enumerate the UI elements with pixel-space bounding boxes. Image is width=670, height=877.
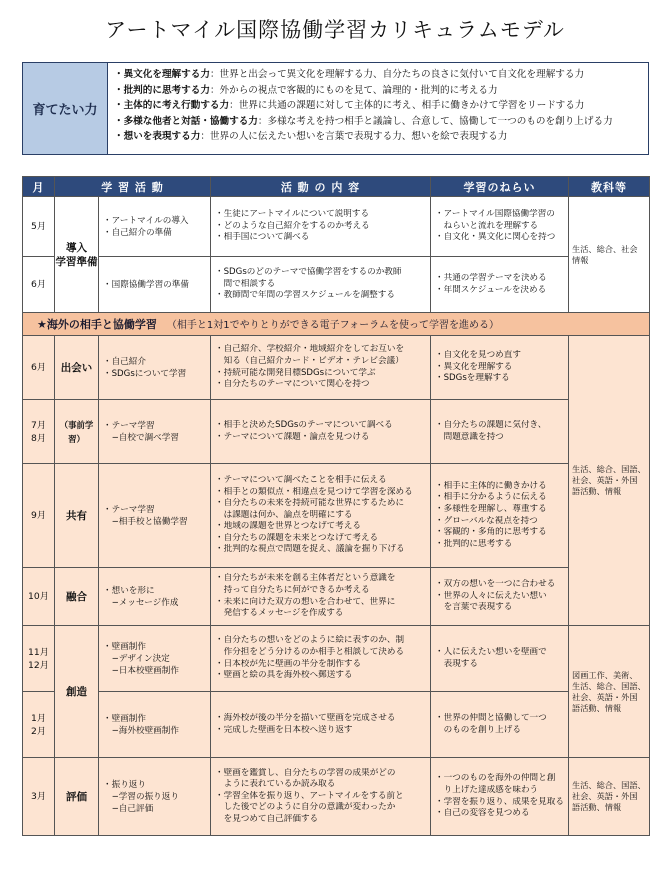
aim-cell	[431, 568, 569, 626]
goal-label: ・想いを表現する力	[114, 131, 201, 143]
activity-cell	[99, 758, 211, 836]
phase-cell: 創造	[55, 626, 99, 758]
content-line: ・壁画と絵の具を海外校へ郵送する	[215, 670, 353, 681]
goals-list	[108, 63, 648, 154]
content-line: ・相手国について調べる	[215, 232, 310, 243]
content-line: ・完成した壁画を日本校へ送り返す	[215, 724, 353, 735]
content-line: ・地域の課題を世界とつなげて考える	[215, 521, 361, 532]
activity-line: ・SDGsについて学習	[103, 368, 187, 379]
activity-cell	[99, 197, 211, 257]
aim-line: を言葉で表現する	[435, 602, 513, 613]
activity-line: ・自己紹介	[103, 356, 146, 367]
content-line: ・持続可能な開発目標SDGsについて学ぶ	[215, 367, 376, 378]
activity-line: −日本校壁画制作	[103, 665, 179, 676]
aim-line: ・共通の学習テーマを決める	[435, 272, 547, 283]
month-cell: 6月	[23, 257, 55, 313]
aim-line: 表現する	[435, 658, 478, 669]
table-header-row	[23, 177, 650, 197]
activity-cell	[99, 464, 211, 568]
month-cell: 10月	[23, 568, 55, 626]
table-row	[23, 464, 650, 568]
aim-line: ・異文化を理解する	[435, 361, 513, 372]
content-cell	[211, 400, 431, 464]
header-subject: 教科等	[569, 177, 650, 197]
activity-cell	[99, 568, 211, 626]
section-title: ★海外の相手と協働学習	[37, 318, 157, 331]
aim-line: ・客観的・多角的に思考する	[435, 527, 547, 538]
activity-cell	[99, 257, 211, 313]
header-aim: 学習のねらい	[431, 177, 569, 197]
aim-cell	[431, 758, 569, 836]
month-cell: 3月	[23, 758, 55, 836]
curriculum-table	[22, 176, 650, 836]
content-line: ・テーマについて調べたことを相手に伝える	[215, 474, 387, 485]
activity-line: −相手校と協働学習	[103, 516, 188, 527]
content-line: ・自分たちの課題を未来とつなげて考える	[215, 532, 379, 543]
table-row	[23, 400, 650, 464]
activity-line: −自己評価	[103, 803, 154, 814]
aim-line: ・自分たちの課題に気付き、	[435, 419, 547, 430]
content-cell	[211, 464, 431, 568]
content-line: ように表れているか読み取る	[215, 779, 336, 790]
aim-line: ・自文化・異文化に関心を持つ	[435, 232, 556, 243]
aim-line: ・学習を振り返り、成果を見取る	[435, 796, 564, 807]
aim-cell	[431, 464, 569, 568]
content-line: ・自分たちの想いをどのように絵に表すのか、制	[215, 635, 405, 646]
content-line: は課題は何か、論点を明確にする	[215, 509, 353, 520]
goal-text: ：世界の人に伝えたい想いを言葉で表現する力、想いを絵で表現する力	[200, 131, 508, 143]
subject-cell: 図画工作、美術、 生活、総合、国語、 社会、英語・外国 語活動、情報	[569, 626, 650, 758]
header-month: 月	[23, 177, 55, 197]
goals-heading: 育てたい力	[23, 63, 108, 154]
aim-line: ・相手に主体的に働きかける	[435, 480, 547, 491]
goal-text: ：世界に共通の課題に対して主体的に考え、相手に働きかけて学習をリードする力	[229, 100, 585, 112]
section-row	[23, 313, 650, 336]
goal-item	[114, 67, 642, 83]
table-row	[23, 336, 650, 400]
content-line: ・どのような自己紹介をするのか考える	[215, 220, 370, 231]
goals-box	[22, 62, 649, 155]
aim-line: ・相手に分かるように伝える	[435, 492, 547, 503]
month-cell: 1月 2月	[23, 692, 55, 758]
activity-cell	[99, 336, 211, 400]
activity-cell	[99, 400, 211, 464]
activity-line: ・国際協働学習の準備	[103, 279, 189, 290]
content-cell	[211, 336, 431, 400]
phase-cell: 共有	[55, 464, 99, 568]
aim-line: ・批判的に思考する	[435, 538, 513, 549]
phase-cell: 出会い	[55, 336, 99, 400]
table-row	[23, 626, 650, 692]
aim-line: り上げた達成感を味わう	[435, 784, 539, 795]
goal-label: ・批判的に思考する力	[114, 84, 210, 96]
aim-cell	[431, 626, 569, 692]
aim-line: ・アートマイル国際協働学習の	[435, 209, 555, 220]
activity-line: ・自己紹介の準備	[103, 227, 172, 238]
activity-line: ・アートマイルの導入	[103, 215, 189, 226]
phase-cell: 融合	[55, 568, 99, 626]
content-cell	[211, 626, 431, 692]
phase-cell: 評価	[55, 758, 99, 836]
activity-line: −海外校壁画制作	[103, 725, 179, 736]
subject-cell: 生活、総合、国語、 社会、英語・外国 語活動、情報	[569, 336, 650, 626]
header-activity: 学 習 活 動	[55, 177, 211, 197]
content-line: 発信するメッセージを作成する	[215, 608, 344, 619]
aim-line: ねらいと流れを理解する	[435, 220, 539, 231]
phase-cell: 導入 学習準備	[55, 197, 99, 313]
phase-cell: （事前学習）	[55, 400, 99, 464]
content-cell	[211, 257, 431, 313]
content-line: ・教師間で年間の学習スケジュールを調整する	[215, 290, 395, 301]
content-line: ・テーマについて課題・論点を見つける	[215, 431, 370, 442]
content-line: 間で相談する	[215, 278, 276, 289]
activity-line: −学習の振り返り	[103, 791, 179, 802]
aim-line: ・双方の想いを一つに合わせる	[435, 579, 556, 590]
subject-cell: 生活、総合、社会 情報	[569, 197, 650, 313]
table-row	[23, 758, 650, 836]
aim-line: ・年間スケジュールを決める	[435, 284, 547, 295]
goal-item	[114, 98, 642, 114]
aim-cell	[431, 336, 569, 400]
goal-item	[114, 114, 642, 130]
goal-label: ・多様な他者と対話・協働する力	[114, 115, 258, 127]
activity-line: −デザイン決定	[103, 653, 170, 664]
content-line: ・自分たちが未来を創る主体者だという意識を	[215, 573, 396, 584]
aim-line: ・世界の人々に伝えたい想い	[435, 590, 547, 601]
content-line: ・未来に向けた双方の想いを合わせて、世界に	[215, 596, 396, 607]
table-row	[23, 197, 650, 257]
aim-cell	[431, 197, 569, 257]
month-cell: 7月 8月	[23, 400, 55, 464]
activity-cell	[99, 626, 211, 692]
goal-text: ：多様な考えを持つ相手と議論し、合意して、協働して一つのものを創り上げる力	[257, 115, 613, 127]
content-line: した後でどのように自分の意識が変わったか	[215, 802, 396, 813]
month-cell: 9月	[23, 464, 55, 568]
section-note: （相手と1対1でやりとりができる電子フォーラムを使って学習を進める）	[166, 320, 499, 331]
activity-line: ・想いを形に	[103, 585, 155, 596]
table-row	[23, 568, 650, 626]
goal-label: ・主体的に考え行動する力	[114, 100, 230, 112]
content-line: ・自分たちのテーマについて関心を持つ	[215, 379, 370, 390]
month-cell: 6月	[23, 336, 55, 400]
aim-line: ・多様性を理解し、尊重する	[435, 503, 547, 514]
activity-line: ・テーマ学習	[103, 504, 155, 515]
content-line: を見つめて自己評価する	[215, 813, 319, 824]
aim-line: ・SDGsを理解する	[435, 373, 510, 384]
content-cell	[211, 692, 431, 758]
section-title-cell	[23, 313, 650, 336]
table-row	[23, 692, 650, 758]
activity-line: −メッセージ作成	[103, 597, 179, 608]
content-line: ・相手との類似点・相違点を見つけて学習を深める	[215, 486, 413, 497]
content-line: 作分担をどう分けるのか相手と相談して決める	[215, 646, 405, 657]
content-line: ・日本校が先に壁画の半分を制作する	[215, 658, 362, 669]
aim-cell	[431, 400, 569, 464]
goal-label: ・異文化を理解する力	[114, 69, 210, 80]
content-line: ・SDGsのどのテーマで協働学習をするのか教師	[215, 267, 402, 278]
content-line: ・自分たちの未来を持続可能な世界にするために	[215, 498, 405, 509]
month-cell: 5月	[23, 197, 55, 257]
aim-line: ・人に伝えたい想いを壁画で	[435, 646, 547, 657]
aim-line: のものを創り上げる	[435, 724, 521, 735]
aim-line: 問題意識を持つ	[435, 431, 504, 442]
content-cell	[211, 758, 431, 836]
content-cell	[211, 568, 431, 626]
goal-item	[114, 129, 642, 145]
content-line: ・学習全体を振り返り、アートマイルをする前と	[215, 790, 404, 801]
header-content: 活 動 の 内 容	[211, 177, 431, 197]
month-cell: 11月 12月	[23, 626, 55, 692]
aim-cell	[431, 692, 569, 758]
activity-line: ・壁画制作	[103, 641, 146, 652]
goal-item	[114, 83, 642, 99]
activity-line: ・テーマ学習	[103, 420, 155, 431]
page-title: アートマイル国際協働学習カリキュラムモデル	[105, 18, 565, 42]
aim-cell	[431, 257, 569, 313]
content-line: ・生徒にアートマイルについて説明する	[215, 209, 370, 220]
goal-text: ：外からの視点で客観的にものを見て、論理的・批判的に考える力	[209, 84, 498, 96]
content-line: ・批判的な視点で問題を捉え、議論を掘り下げる	[215, 544, 405, 555]
content-line: 持って自分たちに何ができるか考える	[215, 584, 370, 595]
table-row	[23, 257, 650, 313]
goal-text: ：世界と出会って異文化を理解する力、自分たちの良さに気付いて自文化を理解する力	[209, 69, 585, 80]
aim-line: ・自己の変容を見つめる	[435, 808, 530, 819]
activity-line: ・壁画制作	[103, 713, 146, 724]
content-line: ・壁画を鑑賞し、自分たちの学習の成果がどの	[215, 767, 396, 778]
content-line: 知る（自己紹介カード・ビデオ・テレビ会議）	[215, 355, 404, 366]
aim-line: ・自文化を見つめ直す	[435, 350, 521, 361]
activity-cell	[99, 692, 211, 758]
aim-line: ・一つのものを海外の仲間と創	[435, 773, 556, 784]
content-line: ・相手と決めたSDGsのテーマについて調べる	[215, 419, 393, 430]
subject-cell: 生活、総合、国語、 社会、英語・外国 語活動、情報	[569, 758, 650, 836]
activity-line: ・振り返り	[103, 779, 146, 790]
activity-line: −自校で調べ学習	[103, 432, 179, 443]
aim-line: ・世界の仲間と協働して一つ	[435, 712, 547, 723]
aim-line: ・グローバルな視点を持つ	[435, 515, 538, 526]
content-cell	[211, 197, 431, 257]
content-line: ・自己紹介、学校紹介・地域紹介をしてお互いを	[215, 344, 405, 355]
content-line: ・海外校が後の半分を描いて壁画を完成させる	[215, 712, 396, 723]
